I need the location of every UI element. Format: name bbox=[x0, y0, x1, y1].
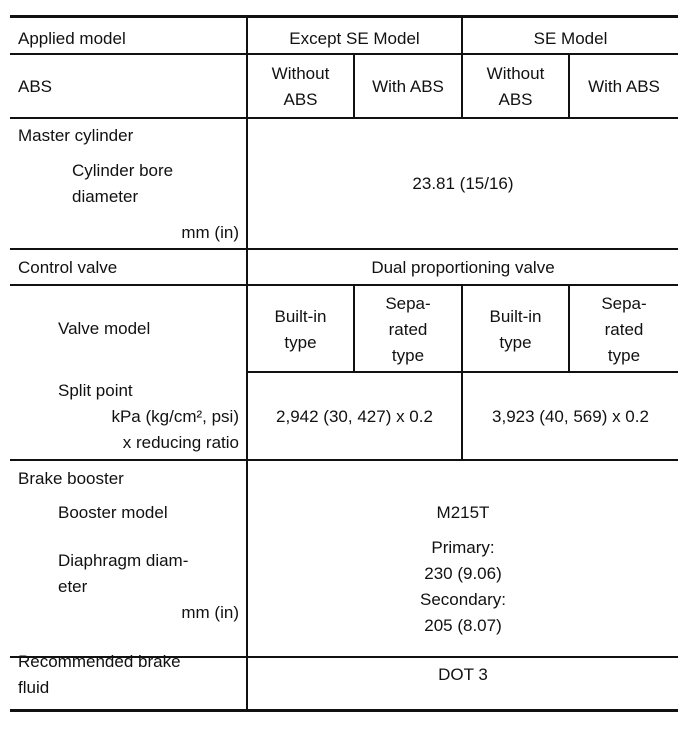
applied-model-label: Applied model bbox=[18, 29, 126, 48]
rule-after-abs bbox=[10, 117, 678, 119]
brake-fluid-value: DOT 3 bbox=[438, 665, 488, 684]
cylinder-bore-label-line2: diameter bbox=[72, 187, 139, 206]
control-valve-value: Dual proportioning valve bbox=[371, 258, 555, 277]
booster-model-value: M215T bbox=[436, 503, 490, 522]
se-model-header: SE Model bbox=[533, 29, 608, 48]
diaphragm-label-line1: Diaphragm diam- bbox=[58, 551, 189, 570]
se-with-abs: With ABS bbox=[588, 77, 660, 96]
except-builtin-line1: Built-in bbox=[274, 307, 327, 326]
master-cylinder-label: Master cylinder bbox=[18, 126, 134, 145]
diaphragm-label-line2: eter bbox=[58, 577, 88, 596]
except-se-model-header: Except SE Model bbox=[289, 29, 420, 48]
diaphragm-primary-label: Primary: bbox=[431, 538, 495, 557]
rule-after-header bbox=[10, 53, 678, 55]
except-separated-line2: rated bbox=[388, 320, 428, 339]
se-separated-line1: Sepa- bbox=[601, 294, 647, 313]
valve-model-label: Valve model bbox=[58, 319, 151, 338]
rule-top bbox=[10, 15, 678, 18]
split-point-except-se-value: 2,942 (30, 427) x 0.2 bbox=[276, 407, 433, 426]
diaphragm-unit: mm (in) bbox=[181, 603, 239, 622]
except-without-abs-line2: ABS bbox=[283, 90, 318, 109]
rule-after-control-valve bbox=[10, 284, 678, 286]
se-without-abs-line2: ABS bbox=[498, 90, 533, 109]
diaphragm-secondary-label: Secondary: bbox=[420, 590, 506, 609]
cylinder-bore-unit: mm (in) bbox=[181, 223, 239, 242]
brake-fluid-label-line1: Recommended brake bbox=[18, 652, 181, 671]
brake-booster-label: Brake booster bbox=[18, 469, 124, 488]
booster-model-label: Booster model bbox=[58, 503, 168, 522]
except-without-abs-line1: Without bbox=[271, 64, 330, 83]
except-with-abs: With ABS bbox=[372, 77, 444, 96]
se-separated-line2: rated bbox=[604, 320, 644, 339]
se-without-abs-line1: Without bbox=[486, 64, 545, 83]
diaphragm-secondary-value: 205 (8.07) bbox=[424, 616, 502, 635]
except-separated-line3: type bbox=[391, 346, 425, 365]
control-valve-label: Control valve bbox=[18, 258, 118, 277]
split-point-label-line1: Split point bbox=[58, 381, 133, 400]
except-separated-line1: Sepa- bbox=[385, 294, 431, 313]
brake-specification-table bbox=[10, 15, 678, 712]
cylinder-bore-label-line1: Cylinder bore bbox=[72, 161, 174, 180]
split-point-label-line2: kPa (kg/cm², psi) bbox=[111, 407, 239, 426]
abs-label: ABS bbox=[18, 77, 53, 96]
split-point-se-value: 3,923 (40, 569) x 0.2 bbox=[492, 407, 649, 426]
rule-after-master-cylinder bbox=[10, 248, 678, 250]
diaphragm-primary-value: 230 (9.06) bbox=[424, 564, 502, 583]
brake-fluid-label-line2: fluid bbox=[18, 678, 50, 697]
se-builtin-line2: type bbox=[499, 333, 532, 352]
se-separated-line3: type bbox=[607, 346, 641, 365]
se-builtin-line1: Built-in bbox=[489, 307, 542, 326]
rule-after-split-point bbox=[10, 459, 678, 461]
split-point-label-line3: x reducing ratio bbox=[122, 433, 239, 452]
cylinder-bore-value: 23.81 (15/16) bbox=[412, 174, 514, 193]
rule-bottom bbox=[10, 709, 678, 712]
except-builtin-line2: type bbox=[284, 333, 317, 352]
